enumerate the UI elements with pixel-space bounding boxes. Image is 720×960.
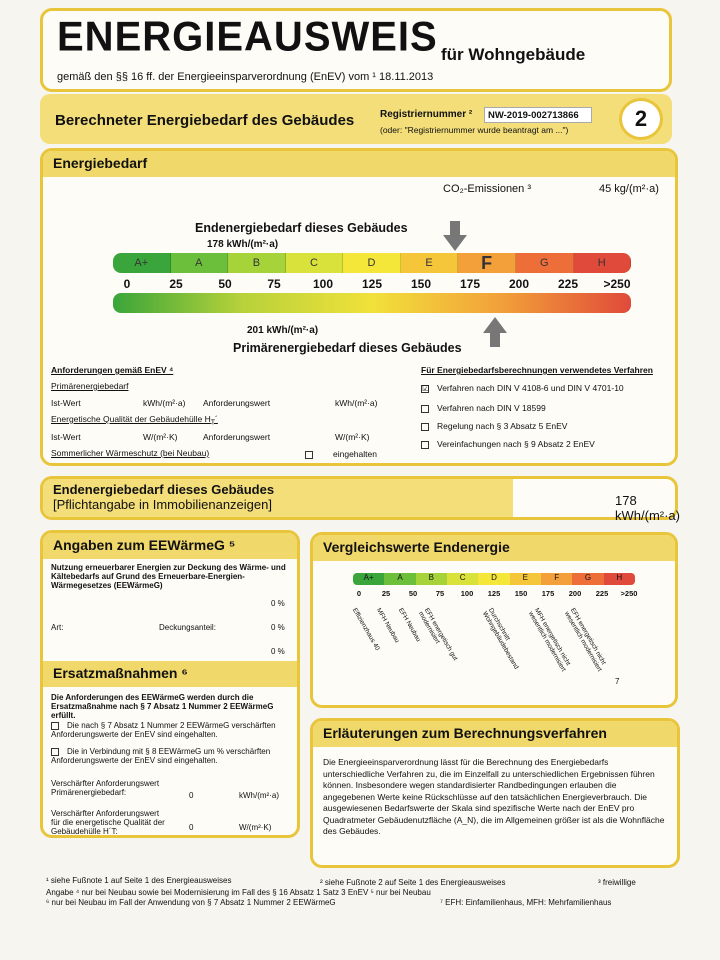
primary-energy-label: Primärenergiebedarf dieses Gebäudes [233,341,462,355]
requirements-heading: Anforderungen gemäß EnEV ⁴ [51,365,174,375]
registration-note: (oder: "Registriernummer wurde beantragt am ...") [380,125,569,135]
procedure-heading: Für Energiebedarfsberechnungen verwendetes Verfahren [421,365,653,375]
unit-label: W/(m²·K) [335,432,370,442]
footnote: ² siehe Fußnote 2 auf Seite 1 des Energieausweises [320,878,506,887]
comparison-reference-label: EFH energetisch gut modernisiert [416,607,459,662]
scale-tick-label: 25 [169,277,183,291]
comparison-tick-label: 0 [356,589,362,598]
procedure-option[interactable]: Regelung nach § 3 Absatz 5 EnEV [421,421,567,431]
comparison-tick-label: 150 [514,589,528,598]
stricter-envelope-label: Verschärfter Anforderungswert für die energetische Qualität der Gebäudehülle H´T: [51,809,165,836]
coverage-percent: 0 % [271,647,285,656]
end-energy-value: 178 kWh/(m²·a) [207,239,279,250]
footnote: ³ freiwillige [598,878,636,887]
registration-label: Registriernummer ² [380,109,473,120]
footnote: Angabe ⁴ nur bei Neubau sowie bei Modernisierung im Fall des § 16 Absatz 1 Satz 3 EnEV ⁵ nur bei Neubau [46,888,431,897]
co2-value: 45 kg/(m²·a) [599,183,659,195]
summer-protection-checkbox[interactable] [305,449,321,459]
ersatz-heading: Ersatzmaßnahmen ⁶ [43,661,297,687]
scale-tick-label: 0 [123,277,131,291]
class-segment: E [510,573,541,585]
actual-value-label: Ist-Wert [51,398,81,408]
comparison-tick-label: 75 [435,589,445,598]
procedure-option[interactable]: Verfahren nach DIN V 18599 [421,403,546,413]
scale-tick-label: 225 [557,277,579,291]
document-subtitle: für Wohngebäude [441,45,586,64]
comparison-reference-label: Durchschnitt Wohngebäudebestand [480,607,520,671]
energiebedarf-heading: Energiebedarf [43,151,675,177]
comparison-tick-label: 175 [541,589,555,598]
art-label: Art: [51,623,64,632]
class-segment: G [516,253,574,273]
coverage-label: Deckungsanteil: [159,623,216,632]
co2-label: CO₂-Emissionen ³ [443,183,532,195]
primary-energy-value: 201 kWh/(m²·a) [247,325,319,336]
stricter-primary-value: 0 [189,791,194,800]
class-segment: C [286,253,344,273]
class-segment: A+ [353,573,384,585]
comparison-tick-label: >250 [620,589,638,598]
end-energy-summary-note: [Pflichtangabe in Immobilienanzeigen] [53,497,272,512]
end-energy-summary-value: 178 kWh/(m²·a) [615,493,680,523]
stricter-envelope-unit: W/(m²·K) [239,823,272,832]
comparison-reference-label: MFH Neubau [374,607,401,644]
class-segment: B [416,573,447,585]
demand-band [40,94,672,144]
comparison-reference-label: MFH energetisch nicht wesentlich modernisiert [526,607,572,673]
comparison-tick-label: 125 [487,589,501,598]
actual-value-label: Ist-Wert [51,432,81,442]
class-segment: F [541,573,572,585]
comparison-reference-label: EFH Neubau [396,607,422,644]
scale-tick-label: 200 [508,277,530,291]
class-segment: C [447,573,478,585]
ersatz-option[interactable]: Die nach § 7 Absatz 1 Nummer 2 EEWärmeG verschärften Anforderungswerte der EnEV sind eingehalten. [51,721,276,739]
required-value-label: Anforderungswert [203,398,271,408]
end-energy-summary-title: Endenergiebedarf dieses Gebäudes [53,482,275,497]
class-segment-active: F [458,253,516,273]
class-segment: G [572,573,603,585]
primary-energy-gradient-bar [113,293,631,313]
scale-tick-label: 125 [361,277,383,291]
eewaermeg-percent: 0 % [271,599,285,608]
explanation-heading: Erläuterungen zum Berechnungsverfahren [313,721,677,747]
class-segment: H [604,573,635,585]
comparison-reference-label: Effizienzhaus 40 [350,607,381,652]
ersatz-option[interactable]: Die in Verbindung mit § 8 EEWärmeG um % verschärften Anforderungswerte der EnEV sind eingehalten. [51,747,271,765]
comparison-tick-label: 50 [408,589,418,598]
comparison-section [310,532,678,708]
procedure-option[interactable]: Vereinfachungen nach § 9 Absatz 2 EnEV [421,439,595,449]
summer-protection-label: Sommerlicher Wärmeschutz (bei Neubau) [51,448,210,458]
stricter-primary-label: Verschärfter Anforderungswert Primärenergiebedarf: [51,779,160,797]
energiebedarf-section [40,148,678,466]
coverage-percent: 0 % [271,623,285,632]
comparison-heading: Vergleichswerte Endenergie [313,535,675,561]
stricter-primary-unit: kWh/(m²·a) [239,791,279,800]
unit-label: kWh/(m²·a) [143,398,186,408]
footnote: ⁶ nur bei Neubau im Fall der Anwendung von § 7 Absatz 1 Nummer 2 EEWärmeG [46,898,336,907]
title-card [40,8,672,92]
end-energy-arrow-icon [443,221,467,251]
comparison-tick-label: 200 [568,589,582,598]
procedure-option[interactable]: ☑ Verfahren nach DIN V 4108-6 und DIN V 4701-10 [422,383,624,393]
envelope-quality-label: Energetische Qualität der Gebäudehülle $H_T´$ [51,414,218,427]
scale-tick-label: 100 [312,277,334,291]
class-segment: H [574,253,632,273]
end-energy-summary [40,476,680,523]
explanation-text: Die Energieeinsparverordnung lässt für die Berechnung des Energiebedarfs unterschiedliche Verfahren zu, die im Einzelfall zu unterschiedlichen Ergebnissen führen können. Insbesondere wegen standardisierter Randbedingungen erlauben die angegebenen Werte keine Rückschlüsse auf den tatsächlichen Energieverbrauch. Die ausgewiesenen Bedarfswerte der Skala sind spezifische Werte nach der EnEV pro Quadratmeter Gebäudenutzfläche (A_N), die im Allgemeinen größer ist als die Wohnfläche des Gebäudes. [323,757,665,836]
document-title: ENERGIEAUSWEIS [57,13,438,61]
class-segment: B [228,253,286,273]
scale-tick-label: >250 [603,277,631,291]
end-energy-summary-labels [43,479,513,517]
required-value-label: Anforderungswert [203,432,271,442]
scale-tick-label: 150 [410,277,432,291]
primary-energy-requirement: Primärenergiebedarf [51,381,129,391]
ersatz-intro: Die Anforderungen des EEWärmeG werden durch die Ersatzmaßnahme nach § 7 Absatz 1 Nummer 2 EEWärmeG erfüllt. [51,693,274,720]
scale-tick-label: 75 [267,277,281,291]
class-segment: A+ [113,253,171,273]
scale-tick-label: 175 [459,277,481,291]
eewaermeg-intro: Nutzung erneuerbarer Energien zur Deckung des Wärme- und Kältebedarfs auf Grund des Erneuerbare-Energien-Wärmegesetzes (EEWärmeG) [51,563,286,590]
demand-title: Berechneter Energiebedarf des Gebäudes [55,112,355,129]
explanation-section [310,718,680,868]
class-segment: A [384,573,415,585]
comparison-tick-label: 100 [460,589,474,598]
unit-label: kWh/(m²·a) [335,398,378,408]
scale-tick-label: 50 [218,277,232,291]
comparison-reference-label: EFH energetisch nicht wesentlich modernisiert [562,607,607,673]
kept-label: eingehalten [333,449,377,459]
primary-energy-arrow-icon [483,317,507,347]
comparison-footnote: 7 [615,677,620,686]
law-reference: gemäß den §§ 16 ff. der Energieeinsparverordnung (EnEV) vom ¹ 18.11.2013 [57,71,434,83]
page-number: 2 [619,98,663,140]
class-segment: A [171,253,229,273]
unit-label: W/(m²·K) [143,432,178,442]
comparison-class-scale [353,573,635,585]
end-energy-label: Endenergiebedarf dieses Gebäudes [195,221,408,235]
efficiency-class-scale [113,253,631,273]
eewaermeg-heading: Angaben zum EEWärmeG ⁵ [43,533,297,559]
stricter-envelope-value: 0 [189,823,194,832]
footnote: ¹ siehe Fußnote 1 auf Seite 1 des Energieausweises [46,876,232,885]
comparison-tick-label: 225 [595,589,609,598]
footnote: ⁷ EFH: Einfamilienhaus, MFH: Mehrfamilienhaus [440,898,612,907]
comparison-tick-label: 25 [381,589,391,598]
class-segment: D [478,573,509,585]
registration-number: NW-2019-002713866 [484,107,592,123]
class-segment: E [401,253,459,273]
class-segment: D [343,253,401,273]
eewaermeg-section [40,530,300,838]
